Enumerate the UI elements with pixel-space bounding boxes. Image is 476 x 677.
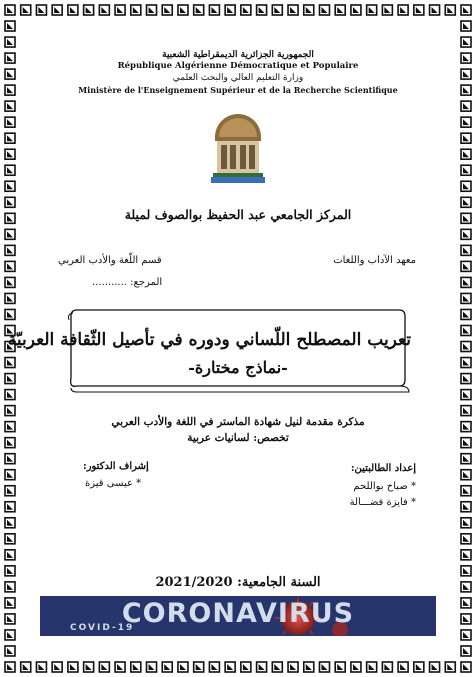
students-heading: إعداد الطالبتين: bbox=[350, 463, 416, 474]
thesis-subtitle: -نماذج مختارة- bbox=[188, 358, 288, 377]
ministry-arabic: وزارة التعليم العالي والبحث العلمي bbox=[172, 73, 304, 83]
supervisor-name: * عيسى قيزة bbox=[85, 478, 142, 489]
title-box bbox=[7, 308, 411, 394]
republic-french: République Algérienne Démocratique et Populaire bbox=[117, 61, 359, 71]
centre-name: المركز الجامعي عبد الحفيظ بوالصوف لميلة bbox=[124, 207, 352, 222]
reference-field: المرجع: ........... bbox=[92, 277, 163, 288]
academic-year: السنة الجامعية: 2021/2020 bbox=[155, 575, 321, 590]
institute-name: معهد الآداب واللغات bbox=[333, 255, 416, 266]
student-name-2: * فايزة فضـــالة bbox=[349, 497, 416, 508]
border-square bbox=[461, 21, 471, 31]
thesis-note: مذكرة مقدمة لنيل شهادة الماستر في اللغة والأدب العربي bbox=[111, 416, 365, 428]
banner-word: CORONAVIRUS bbox=[121, 598, 355, 629]
coronavirus-banner bbox=[40, 596, 436, 636]
ministry-french: Ministère de l'Enseignement Supérieur et de la Recherche Scientifique bbox=[78, 85, 398, 95]
specialty: تخصص: لسانيات عربية bbox=[187, 432, 289, 444]
border-square bbox=[5, 21, 15, 31]
student-name-1: * صباح بواللحم bbox=[353, 481, 416, 492]
border-square bbox=[461, 37, 471, 47]
university-logo bbox=[207, 103, 269, 185]
thesis-title: تعريب المصطلح اللّساني ودوره في تأصيل الثّقافة العربيّة bbox=[7, 330, 411, 350]
supervisor-heading: إشراف الدكتور: bbox=[83, 461, 149, 472]
republic-arabic: الجمهورية الجزائرية الديمقراطية الشعبية bbox=[162, 50, 314, 60]
banner-subtitle: COVID-19 bbox=[70, 623, 135, 633]
border-square bbox=[5, 37, 15, 47]
department-name: قسم اللّغة والأدب العربي bbox=[58, 255, 162, 266]
university-building-icon bbox=[207, 103, 269, 185]
scroll-frame bbox=[7, 308, 411, 394]
